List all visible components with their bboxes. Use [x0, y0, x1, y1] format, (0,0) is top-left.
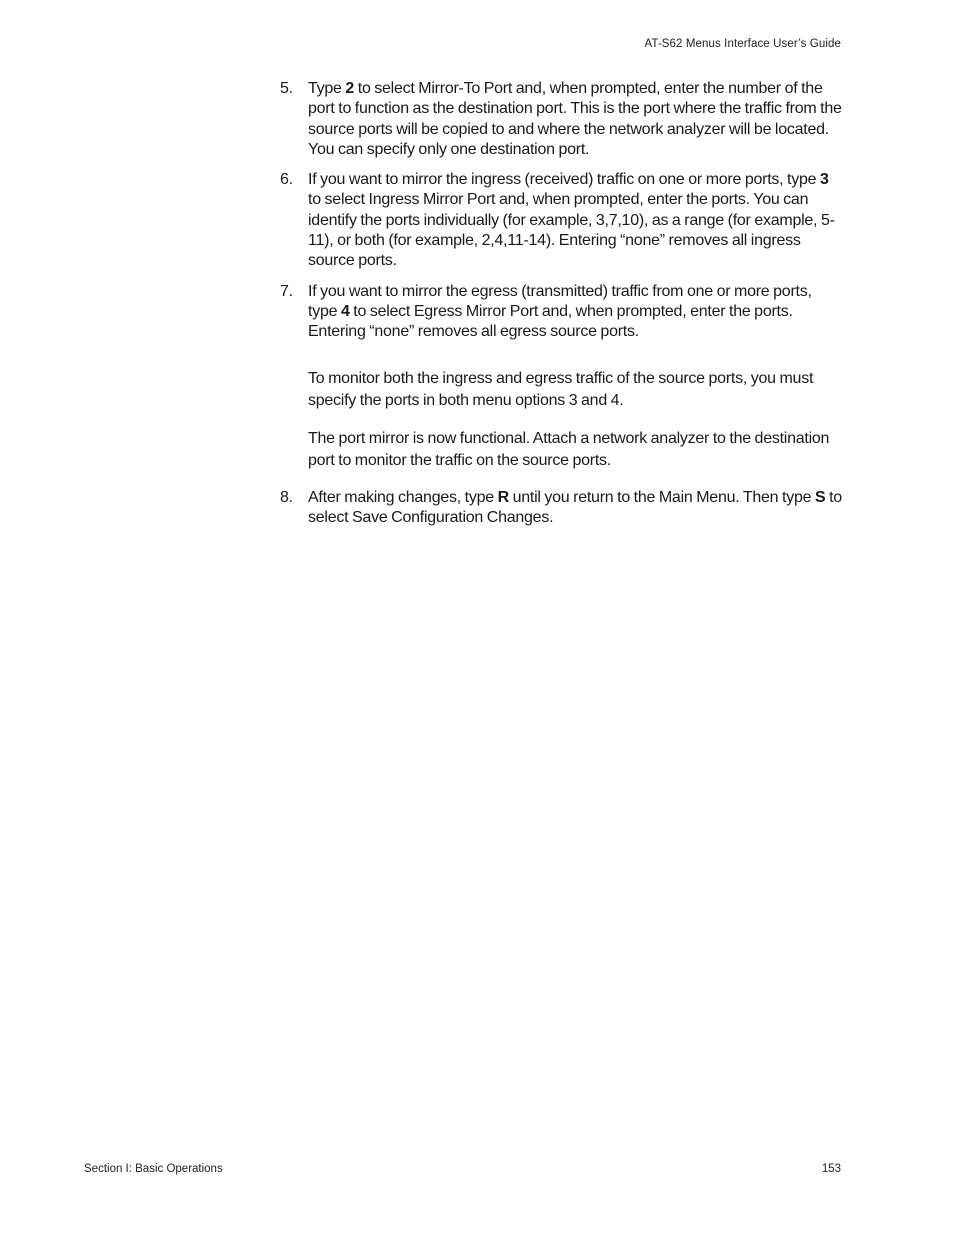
step-key: S [814, 488, 826, 506]
step-text-after: to select Egress Mirror Port and, when prompted, enter the ports. Entering “none” removes all egress source ports. [308, 302, 793, 341]
step-text-after: to select Save Configuration Changes. [308, 488, 842, 526]
step-text-middle: until you return to the Main Menu. Then type [508, 488, 815, 506]
step-text [308, 79, 842, 160]
step-key: 4 [340, 302, 350, 320]
step-text [308, 170, 842, 271]
step-text-before: If you want to mirror the ingress (received) traffic on one or more ports, type [308, 171, 820, 189]
note-paragraph: The port mirror is now functional. Attach a network analyzer to the destination port to monitor the traffic on the source ports. [308, 429, 830, 469]
step-text-before: Type [308, 80, 346, 97]
step-text-after: to select Ingress Mirror Port and, when prompted, enter the ports. You can identify the ports individually (for example, 3,7,10), as a range (for example, 5-11), or both (for example, 2,4,11-14). Entering “none” removes all ingress source ports. [308, 191, 835, 270]
step-key: R [497, 488, 509, 506]
document-body [280, 79, 842, 538]
step-number: 8. [280, 488, 293, 506]
step-text [308, 488, 842, 529]
step-number: 7. [280, 282, 293, 300]
step-number: 5. [280, 80, 293, 97]
step-key: 2 [345, 80, 355, 97]
step-6 [280, 170, 842, 271]
footer-page-number: 153 [821, 1163, 841, 1175]
step-7 [280, 282, 842, 343]
step-number: 6. [280, 171, 293, 189]
step-text-before: After making changes, type [308, 488, 498, 506]
note-paragraph: To monitor both the ingress and egress traffic of the source ports, you must specify the ports in both menu options 3 and 4. [308, 369, 814, 409]
step-8 [280, 488, 842, 529]
step-5 [280, 79, 842, 160]
step-text-before: If you want to mirror the egress (transmitted) traffic from one or more ports, type [308, 282, 812, 320]
footer-section-label: Section I: Basic Operations [84, 1163, 223, 1175]
step-key: 3 [819, 171, 829, 189]
step-text [308, 282, 842, 343]
step-text-after: to select Mirror-To Port and, when prompted, enter the number of the port to function as the destination port. This is the port where the traffic from the source ports will be copied to and where the network analyzer will be located. You can specify only one destination port. [308, 80, 842, 158]
running-header: AT-S62 Menus Interface User’s Guide [644, 38, 841, 50]
